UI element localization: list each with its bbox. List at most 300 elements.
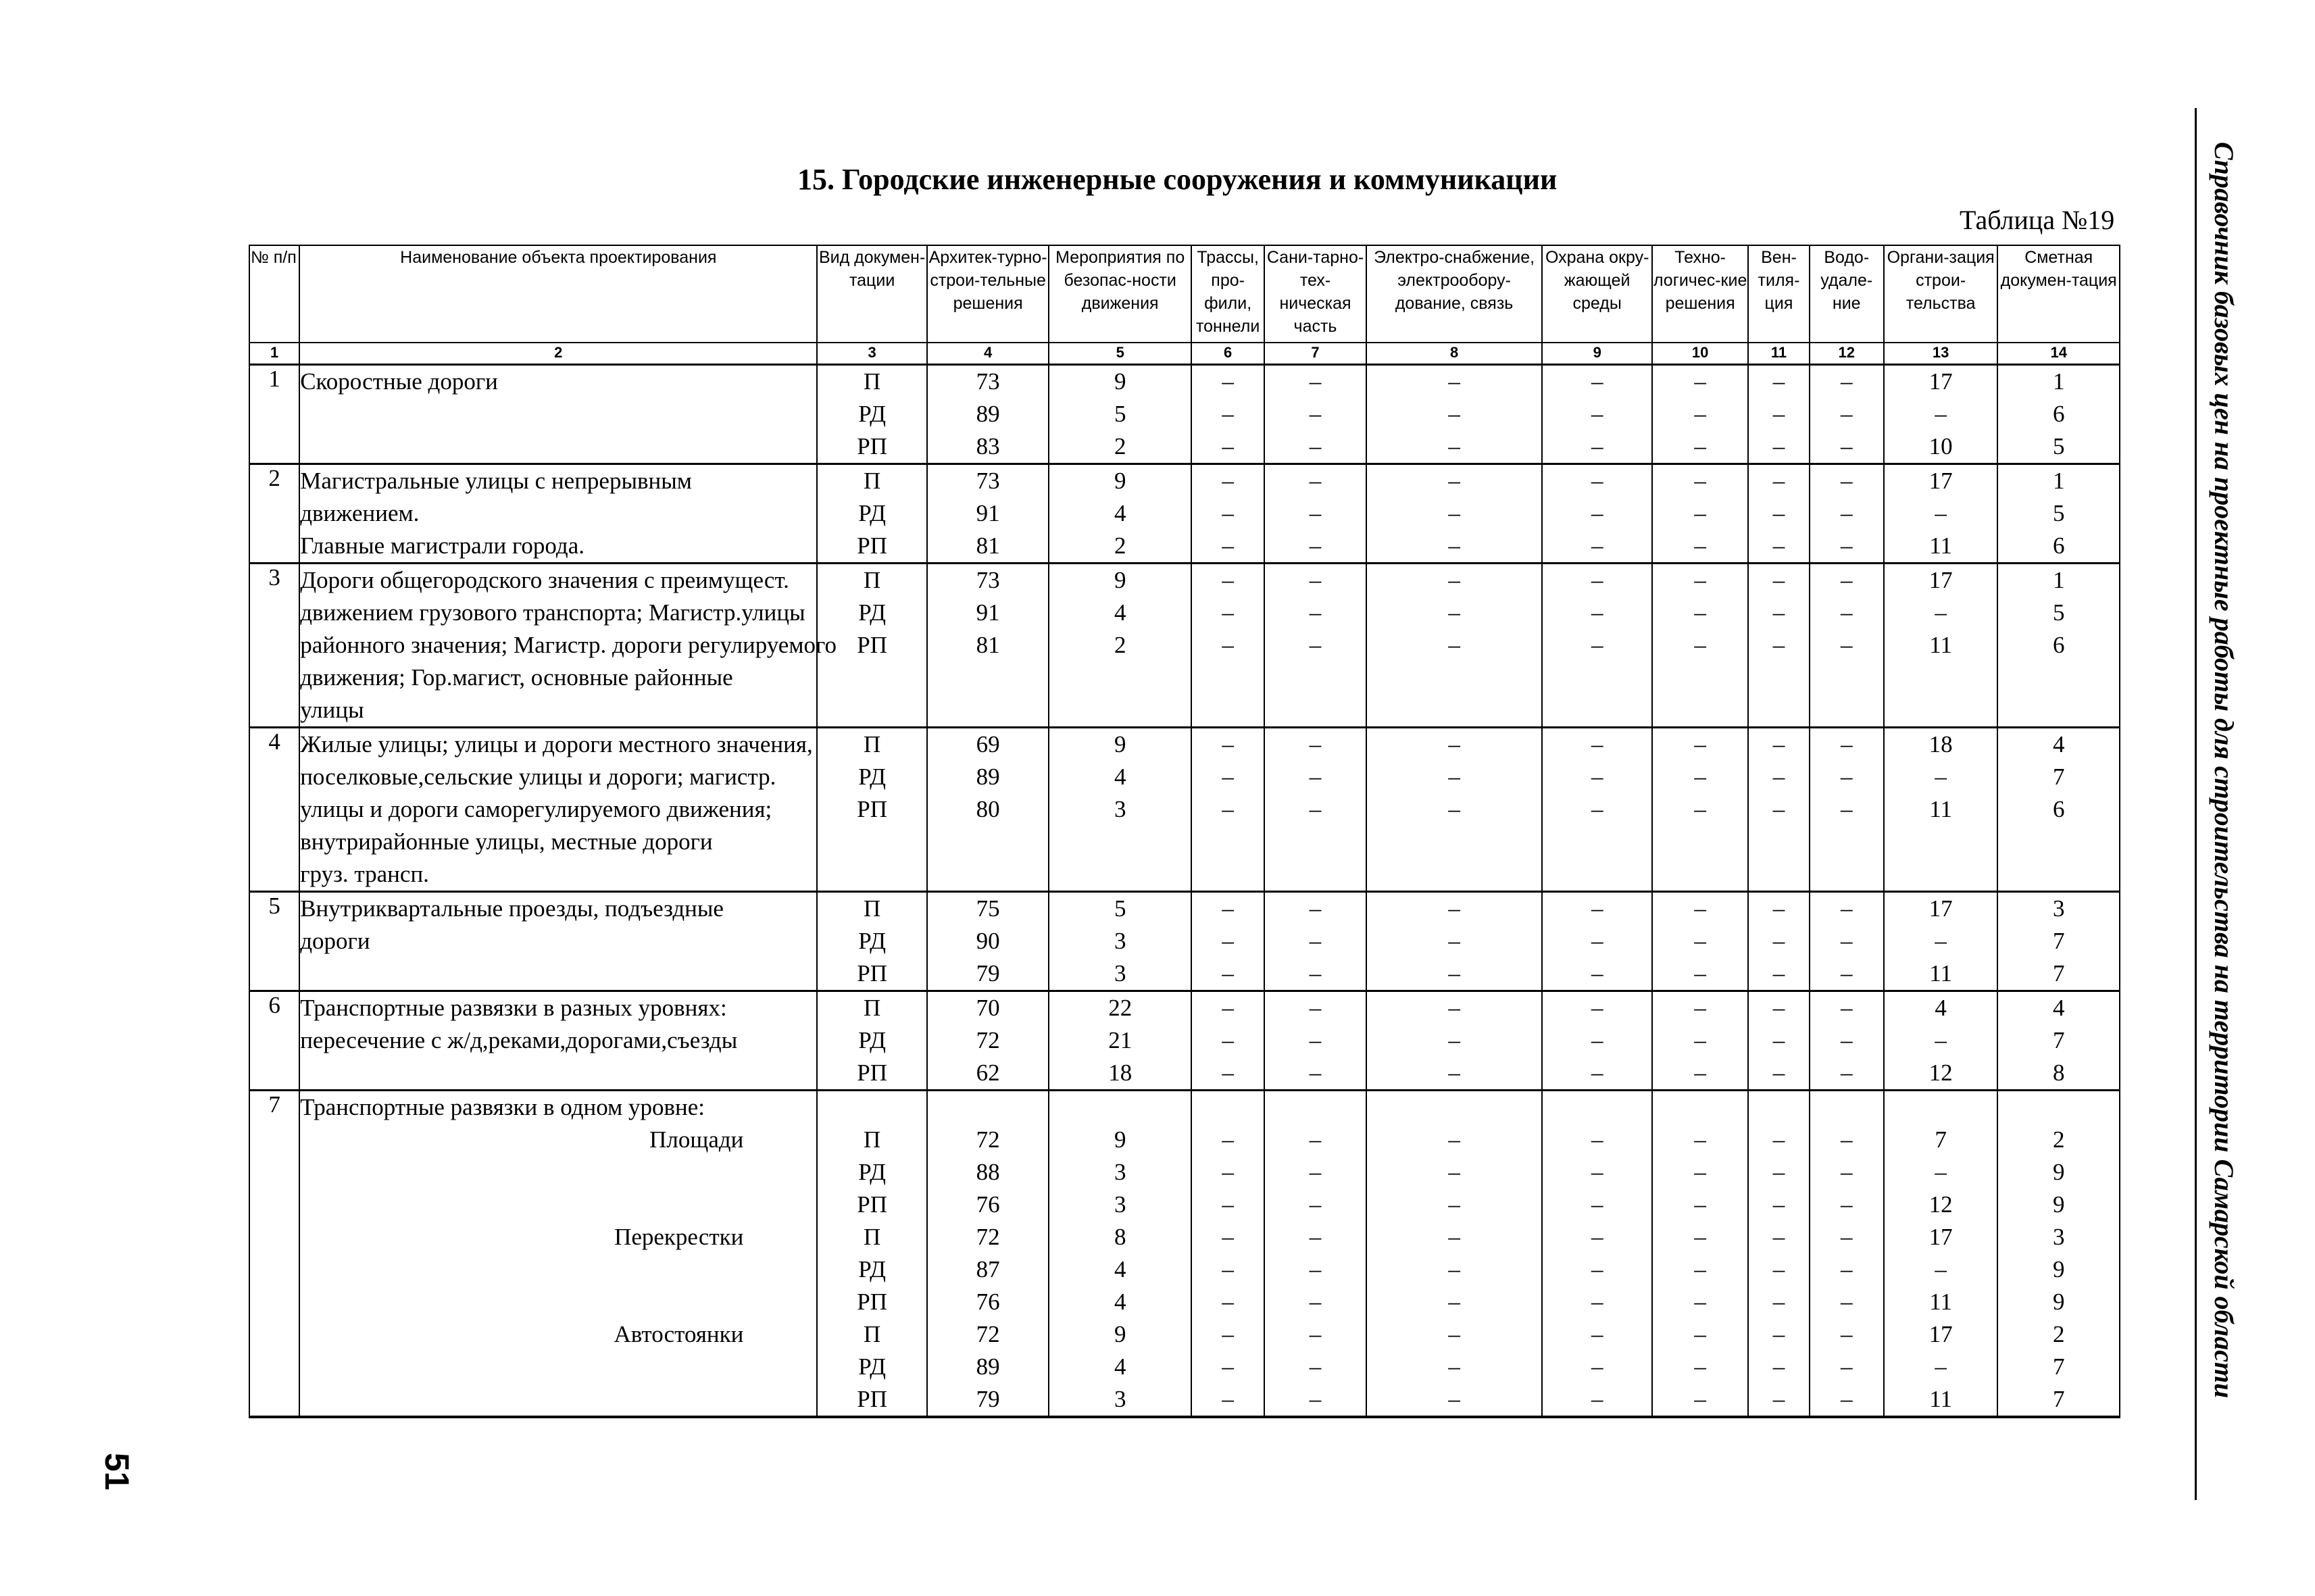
- table-cell: 17: [1928, 1321, 1953, 1347]
- col-4-values: [927, 464, 1049, 564]
- table-cell: –: [1309, 1059, 1322, 1086]
- table-cell: –: [1309, 1027, 1322, 1053]
- row-number: 2: [249, 464, 299, 564]
- table-cell: –: [1694, 1224, 1706, 1250]
- table-cell: –: [1841, 401, 1853, 427]
- table-cell: –: [1772, 895, 1785, 922]
- table-cell: 12: [1928, 1059, 1953, 1086]
- table-cell: 17: [1928, 1224, 1953, 1250]
- table-cell: –: [1841, 1224, 1853, 1250]
- column-header-11: Вен-тиля-ция: [1748, 245, 1809, 343]
- col-4-values: [927, 892, 1049, 991]
- column-number-13: 13: [1884, 343, 1997, 365]
- table-cell: –: [1591, 1059, 1603, 1086]
- object-name: [299, 464, 817, 564]
- table-cell: –: [1841, 895, 1853, 922]
- table-cell: –: [1772, 1191, 1785, 1218]
- table-cell: 5: [2052, 433, 2065, 459]
- table-cell: –: [1448, 632, 1460, 658]
- sidebar-caption-text: Справочник базовых цен на проектные работы для строительства на территории Самарской области: [2209, 142, 2239, 1399]
- table-cell: 7: [2052, 1386, 2065, 1412]
- col-8-values: [1366, 892, 1543, 991]
- table-cell: 62: [976, 1059, 1000, 1086]
- col-5-values: [1049, 564, 1191, 728]
- table-cell: –: [1772, 1353, 1785, 1380]
- table-cell: 9: [2052, 1289, 2065, 1315]
- table-cell: –: [1841, 1386, 1853, 1412]
- table-cell: –: [1591, 401, 1603, 427]
- table-cell: 9: [1114, 368, 1126, 395]
- table-cell: –: [1222, 433, 1234, 459]
- table-cell: 87: [976, 1256, 1000, 1282]
- table-cell: РП: [857, 1386, 888, 1412]
- table-cell: –: [1694, 1159, 1706, 1185]
- col-7-values: [1264, 728, 1366, 892]
- table-cell: 89: [976, 1353, 1000, 1380]
- table-cell: –: [1935, 1353, 1947, 1380]
- table-cell: –: [1694, 960, 1706, 987]
- table-cell: 4: [2052, 731, 2065, 757]
- table-cell: РП: [857, 1289, 888, 1315]
- object-name-line: улицы: [300, 697, 364, 723]
- table-cell: –: [1694, 1289, 1706, 1315]
- sub-object-name: Площади: [649, 1126, 744, 1153]
- table-cell: –: [1222, 764, 1234, 790]
- object-name-line: груз. трансп.: [300, 861, 429, 887]
- table-cell: РД: [858, 1027, 886, 1053]
- table-cell: РД: [858, 764, 886, 790]
- table-cell: –: [1222, 895, 1234, 922]
- table-cell: –: [1222, 1126, 1234, 1153]
- table-cell: –: [1222, 995, 1234, 1021]
- table-cell: –: [1772, 401, 1785, 427]
- table-cell: 72: [976, 1126, 1000, 1153]
- table-cell: –: [1448, 1126, 1460, 1153]
- table-cell: РП: [857, 960, 888, 987]
- table-cell: –: [1772, 532, 1785, 559]
- table-cell: 7: [2052, 928, 2065, 954]
- table-cell: –: [1591, 468, 1603, 494]
- table-cell: 17: [1928, 468, 1953, 494]
- table-cell: –: [1841, 368, 1853, 395]
- table-cell: –: [1772, 599, 1785, 626]
- table-cell: –: [1591, 1224, 1603, 1250]
- table-row: [249, 728, 2120, 892]
- table-cell: –: [1222, 532, 1234, 559]
- col-3-values: [817, 1091, 926, 1418]
- column-number-4: 4: [927, 343, 1049, 365]
- col-11-values: [1748, 365, 1809, 464]
- table-cell: 73: [976, 567, 1000, 593]
- table-cell: 11: [1929, 1289, 1952, 1315]
- col-13-values: [1884, 991, 1997, 1091]
- column-number-1: 1: [249, 343, 299, 365]
- table-cell: 4: [1114, 764, 1126, 790]
- table-cell: –: [1694, 567, 1706, 593]
- table-cell: 3: [1114, 1386, 1126, 1412]
- table-cell: 2: [1114, 632, 1126, 658]
- table-cell: 1: [2052, 567, 2065, 593]
- table-cell: –: [1772, 1126, 1785, 1153]
- table-cell: –: [1694, 532, 1706, 559]
- table-cell: РП: [857, 1059, 888, 1086]
- table-cell: –: [1222, 960, 1234, 987]
- object-name: [299, 892, 817, 991]
- col-9-values: [1542, 365, 1651, 464]
- col-4-values: [927, 564, 1049, 728]
- col-6-values: [1191, 1091, 1264, 1418]
- column-number-8: 8: [1366, 343, 1543, 365]
- table-cell: –: [1222, 1353, 1234, 1380]
- object-name: [299, 991, 817, 1091]
- table-cell: РД: [858, 401, 886, 427]
- col-11-values: [1748, 564, 1809, 728]
- col-12-values: [1810, 365, 1884, 464]
- col-5-values: [1049, 464, 1191, 564]
- page-number-text: 51: [98, 1453, 136, 1491]
- column-header-6: Трассы, про-фили, тоннели: [1191, 245, 1264, 343]
- table-cell: –: [1591, 995, 1603, 1021]
- table-cell: –: [1309, 1256, 1322, 1282]
- table-cell: –: [1591, 368, 1603, 395]
- table-cell: 3: [1114, 1159, 1126, 1185]
- col-12-values: [1810, 1091, 1884, 1418]
- table-cell: 21: [1108, 1027, 1132, 1053]
- table-row: [249, 464, 2120, 564]
- col-9-values: [1542, 564, 1651, 728]
- table-cell: 4: [1114, 1353, 1126, 1380]
- table-cell: РД: [858, 928, 886, 954]
- table-cell: –: [1591, 731, 1603, 757]
- table-cell: 89: [976, 401, 1000, 427]
- table-cell: –: [1841, 960, 1853, 987]
- table-cell: –: [1448, 368, 1460, 395]
- table-cell: –: [1591, 500, 1603, 526]
- table-cell: –: [1309, 567, 1322, 593]
- table-cell: –: [1222, 632, 1234, 658]
- table-cell: 88: [976, 1159, 1000, 1185]
- table-cell: –: [1222, 1059, 1234, 1086]
- object-name-line: движением.: [300, 500, 420, 526]
- table-cell: –: [1222, 1256, 1234, 1282]
- col-10-values: [1652, 728, 1748, 892]
- table-cell: –: [1591, 960, 1603, 987]
- table-cell: –: [1694, 1191, 1706, 1218]
- table-cell: –: [1222, 1386, 1234, 1412]
- table-cell: –: [1772, 995, 1785, 1021]
- table-cell: –: [1772, 468, 1785, 494]
- col-13-values: [1884, 728, 1997, 892]
- table-cell: –: [1222, 567, 1234, 593]
- table-cell: 22: [1108, 995, 1132, 1021]
- table-cell: –: [1309, 1289, 1322, 1315]
- column-number-12: 12: [1810, 343, 1884, 365]
- table-cell: 6: [2052, 632, 2065, 658]
- table-cell: 4: [1114, 500, 1126, 526]
- object-name-line: движения; Гор.магист, основные районные: [300, 664, 733, 691]
- table-cell: П: [864, 1224, 881, 1250]
- table-cell: 91: [976, 599, 1000, 626]
- table-cell: 9: [1114, 567, 1126, 593]
- col-8-values: [1366, 728, 1543, 892]
- table-cell: –: [1694, 895, 1706, 922]
- table-cell: РД: [858, 500, 886, 526]
- table-cell: –: [1591, 1126, 1603, 1153]
- table-cell: 5: [2052, 599, 2065, 626]
- col-12-values: [1810, 991, 1884, 1091]
- table-cell: 7: [2052, 1027, 2065, 1053]
- table-cell: –: [1772, 731, 1785, 757]
- table-cell: –: [1309, 433, 1322, 459]
- table-cell: П: [864, 368, 881, 395]
- col-3-values: [817, 728, 926, 892]
- col-8-values: [1366, 991, 1543, 1091]
- table-cell: –: [1222, 1191, 1234, 1218]
- table-cell: 7: [2052, 960, 2065, 987]
- sidebar-divider: [2195, 108, 2197, 1500]
- col-12-values: [1810, 564, 1884, 728]
- col-13-values: [1884, 564, 1997, 728]
- sub-object-name: Перекрестки: [614, 1224, 744, 1250]
- table-cell: –: [1591, 895, 1603, 922]
- table-cell: –: [1772, 1224, 1785, 1250]
- header-row: [249, 245, 2120, 343]
- table-cell: –: [1448, 1386, 1460, 1412]
- col-11-values: [1748, 892, 1809, 991]
- table-cell: –: [1222, 599, 1234, 626]
- table-cell: –: [1309, 1126, 1322, 1153]
- col-13-values: [1884, 464, 1997, 564]
- column-header-4: Архитек-турно-строи-тельные решения: [927, 245, 1049, 343]
- table-cell: –: [1841, 1353, 1853, 1380]
- col-7-values: [1264, 991, 1366, 1091]
- table-cell: –: [1448, 401, 1460, 427]
- table-cell: –: [1772, 1059, 1785, 1086]
- column-header-13: Органи-зация строи-тельства: [1884, 245, 1997, 343]
- table-cell: –: [1309, 1224, 1322, 1250]
- table-cell: –: [1935, 1027, 1947, 1053]
- table-cell: –: [1309, 1191, 1322, 1218]
- table-cell: 81: [976, 632, 1000, 658]
- table-cell: 9: [1114, 468, 1126, 494]
- table-cell: –: [1694, 632, 1706, 658]
- table-cell: –: [1772, 368, 1785, 395]
- table-cell: РД: [858, 1353, 886, 1380]
- table-cell: 7: [2052, 1353, 2065, 1380]
- table-cell: –: [1772, 632, 1785, 658]
- column-number-10: 10: [1652, 343, 1748, 365]
- table-cell: РП: [857, 632, 888, 658]
- table-cell: –: [1841, 764, 1853, 790]
- table-cell: 3: [2052, 1224, 2065, 1250]
- table-cell: –: [1694, 995, 1706, 1021]
- table-cell: –: [1694, 1126, 1706, 1153]
- col-3-values: [817, 464, 926, 564]
- col-7-values: [1264, 892, 1366, 991]
- table-cell: 76: [976, 1289, 1000, 1315]
- table-cell: 11: [1929, 632, 1952, 658]
- table-cell: 18: [1928, 731, 1953, 757]
- table-cell: –: [1448, 1256, 1460, 1282]
- column-header-1: № п/п: [249, 245, 299, 343]
- col-3-values: [817, 892, 926, 991]
- col-10-values: [1652, 365, 1748, 464]
- table-cell: 4: [1114, 599, 1126, 626]
- col-12-values: [1810, 728, 1884, 892]
- column-header-12: Водо-удале-ние: [1810, 245, 1884, 343]
- table-cell: –: [1309, 928, 1322, 954]
- object-name-line: пересечение с ж/д,реками,дорогами,съезды: [300, 1027, 738, 1053]
- table-cell: –: [1309, 632, 1322, 658]
- table-cell: 72: [976, 1027, 1000, 1053]
- table-cell: –: [1591, 567, 1603, 593]
- column-number-7: 7: [1264, 343, 1366, 365]
- table-cell: –: [1841, 731, 1853, 757]
- table-cell: П: [864, 1321, 881, 1347]
- table-cell: РД: [858, 599, 886, 626]
- table-cell: –: [1591, 632, 1603, 658]
- table-cell: 11: [1929, 960, 1952, 987]
- table-cell: –: [1222, 401, 1234, 427]
- table-cell: 3: [1114, 1191, 1126, 1218]
- table-cell: –: [1448, 764, 1460, 790]
- object-name-line: Магистральные улицы с непрерывным: [300, 468, 692, 494]
- table-cell: –: [1772, 764, 1785, 790]
- table-cell: 3: [1114, 796, 1126, 822]
- object-name: [299, 728, 817, 892]
- table-cell: РД: [858, 1159, 886, 1185]
- table-cell: –: [1309, 1321, 1322, 1347]
- table-cell: –: [1309, 1353, 1322, 1380]
- table-cell: –: [1694, 1321, 1706, 1347]
- table-cell: –: [1591, 764, 1603, 790]
- col-7-values: [1264, 365, 1366, 464]
- col-4-values: [927, 991, 1049, 1091]
- table-cell: –: [1591, 796, 1603, 822]
- table-cell: РП: [857, 433, 888, 459]
- object-name-line: Транспортные развязки в одном уровне:: [300, 1094, 705, 1120]
- col-13-values: [1884, 365, 1997, 464]
- table-cell: –: [1448, 1059, 1460, 1086]
- col-4-values: [927, 728, 1049, 892]
- object-name-line: Внутриквартальные проезды, подъездные: [300, 895, 724, 922]
- table-cell: 17: [1928, 567, 1953, 593]
- table-cell: –: [1448, 1159, 1460, 1185]
- table-cell: 7: [1935, 1126, 1947, 1153]
- table-row: [249, 365, 2120, 464]
- table-cell: 75: [976, 895, 1000, 922]
- table-cell: 79: [976, 960, 1000, 987]
- table-cell: –: [1935, 1159, 1947, 1185]
- table-cell: –: [1448, 928, 1460, 954]
- table-cell: П: [864, 995, 881, 1021]
- object-name: [299, 1091, 817, 1418]
- table-cell: –: [1694, 796, 1706, 822]
- col-8-values: [1366, 365, 1543, 464]
- table-row: [249, 991, 2120, 1091]
- col-10-values: [1652, 564, 1748, 728]
- table-cell: –: [1841, 500, 1853, 526]
- table-cell: 9: [2052, 1256, 2065, 1282]
- table-cell: –: [1694, 500, 1706, 526]
- table-cell: 17: [1928, 368, 1953, 395]
- table-row: [249, 564, 2120, 728]
- table-cell: –: [1222, 928, 1234, 954]
- table-cell: –: [1448, 1353, 1460, 1380]
- col-14-values: [1997, 1091, 2120, 1418]
- table-cell: –: [1841, 468, 1853, 494]
- table-cell: –: [1222, 368, 1234, 395]
- table-cell: 2: [2052, 1321, 2065, 1347]
- table-cell: 5: [2052, 500, 2065, 526]
- col-10-values: [1652, 991, 1748, 1091]
- object-name-line: Транспортные развязки в разных уровнях:: [300, 995, 727, 1021]
- col-6-values: [1191, 728, 1264, 892]
- page-number: [98, 1453, 142, 1520]
- table-cell: –: [1448, 1191, 1460, 1218]
- table-cell: –: [1591, 1386, 1603, 1412]
- table-cell: –: [1448, 532, 1460, 559]
- table-cell: –: [1309, 532, 1322, 559]
- col-3-values: [817, 991, 926, 1091]
- table-cell: –: [1591, 599, 1603, 626]
- table-cell: РП: [857, 1191, 888, 1218]
- table-cell: 11: [1929, 532, 1952, 559]
- table-cell: –: [1222, 500, 1234, 526]
- table-cell: –: [1222, 1289, 1234, 1315]
- table-cell: –: [1309, 500, 1322, 526]
- col-6-values: [1191, 464, 1264, 564]
- table-cell: –: [1448, 1224, 1460, 1250]
- table-cell: –: [1694, 1059, 1706, 1086]
- col-9-values: [1542, 728, 1651, 892]
- col-6-values: [1191, 991, 1264, 1091]
- table-cell: 10: [1928, 433, 1953, 459]
- table-cell: 4: [2052, 995, 2065, 1021]
- col-6-values: [1191, 365, 1264, 464]
- table-cell: П: [864, 567, 881, 593]
- col-10-values: [1652, 1091, 1748, 1418]
- table-cell: –: [1694, 401, 1706, 427]
- table-cell: –: [1772, 1386, 1785, 1412]
- table-cell: –: [1448, 995, 1460, 1021]
- table-cell: –: [1772, 1027, 1785, 1053]
- table-cell: 80: [976, 796, 1000, 822]
- table-cell: –: [1591, 1321, 1603, 1347]
- table-cell: 4: [1114, 1256, 1126, 1282]
- table-cell: –: [1309, 895, 1322, 922]
- table-cell: –: [1694, 1386, 1706, 1412]
- table-cell: 2: [2052, 1126, 2065, 1153]
- col-14-values: [1997, 728, 2120, 892]
- table-cell: –: [1309, 468, 1322, 494]
- col-12-values: [1810, 892, 1884, 991]
- table-cell: 8: [2052, 1059, 2065, 1086]
- table-cell: –: [1935, 1256, 1947, 1282]
- object-name-line: поселковые,сельские улицы и дороги; магистр.: [300, 764, 776, 790]
- table-cell: –: [1935, 401, 1947, 427]
- table-cell: –: [1448, 1321, 1460, 1347]
- table-cell: 79: [976, 1386, 1000, 1412]
- table-cell: 5: [1114, 895, 1126, 922]
- table-cell: 9: [2052, 1191, 2065, 1218]
- table-cell: 73: [976, 368, 1000, 395]
- column-number-14: 14: [1997, 343, 2120, 365]
- table-cell: –: [1694, 764, 1706, 790]
- table-cell: –: [1935, 500, 1947, 526]
- table-cell: –: [1309, 796, 1322, 822]
- row-number: 7: [249, 1091, 299, 1418]
